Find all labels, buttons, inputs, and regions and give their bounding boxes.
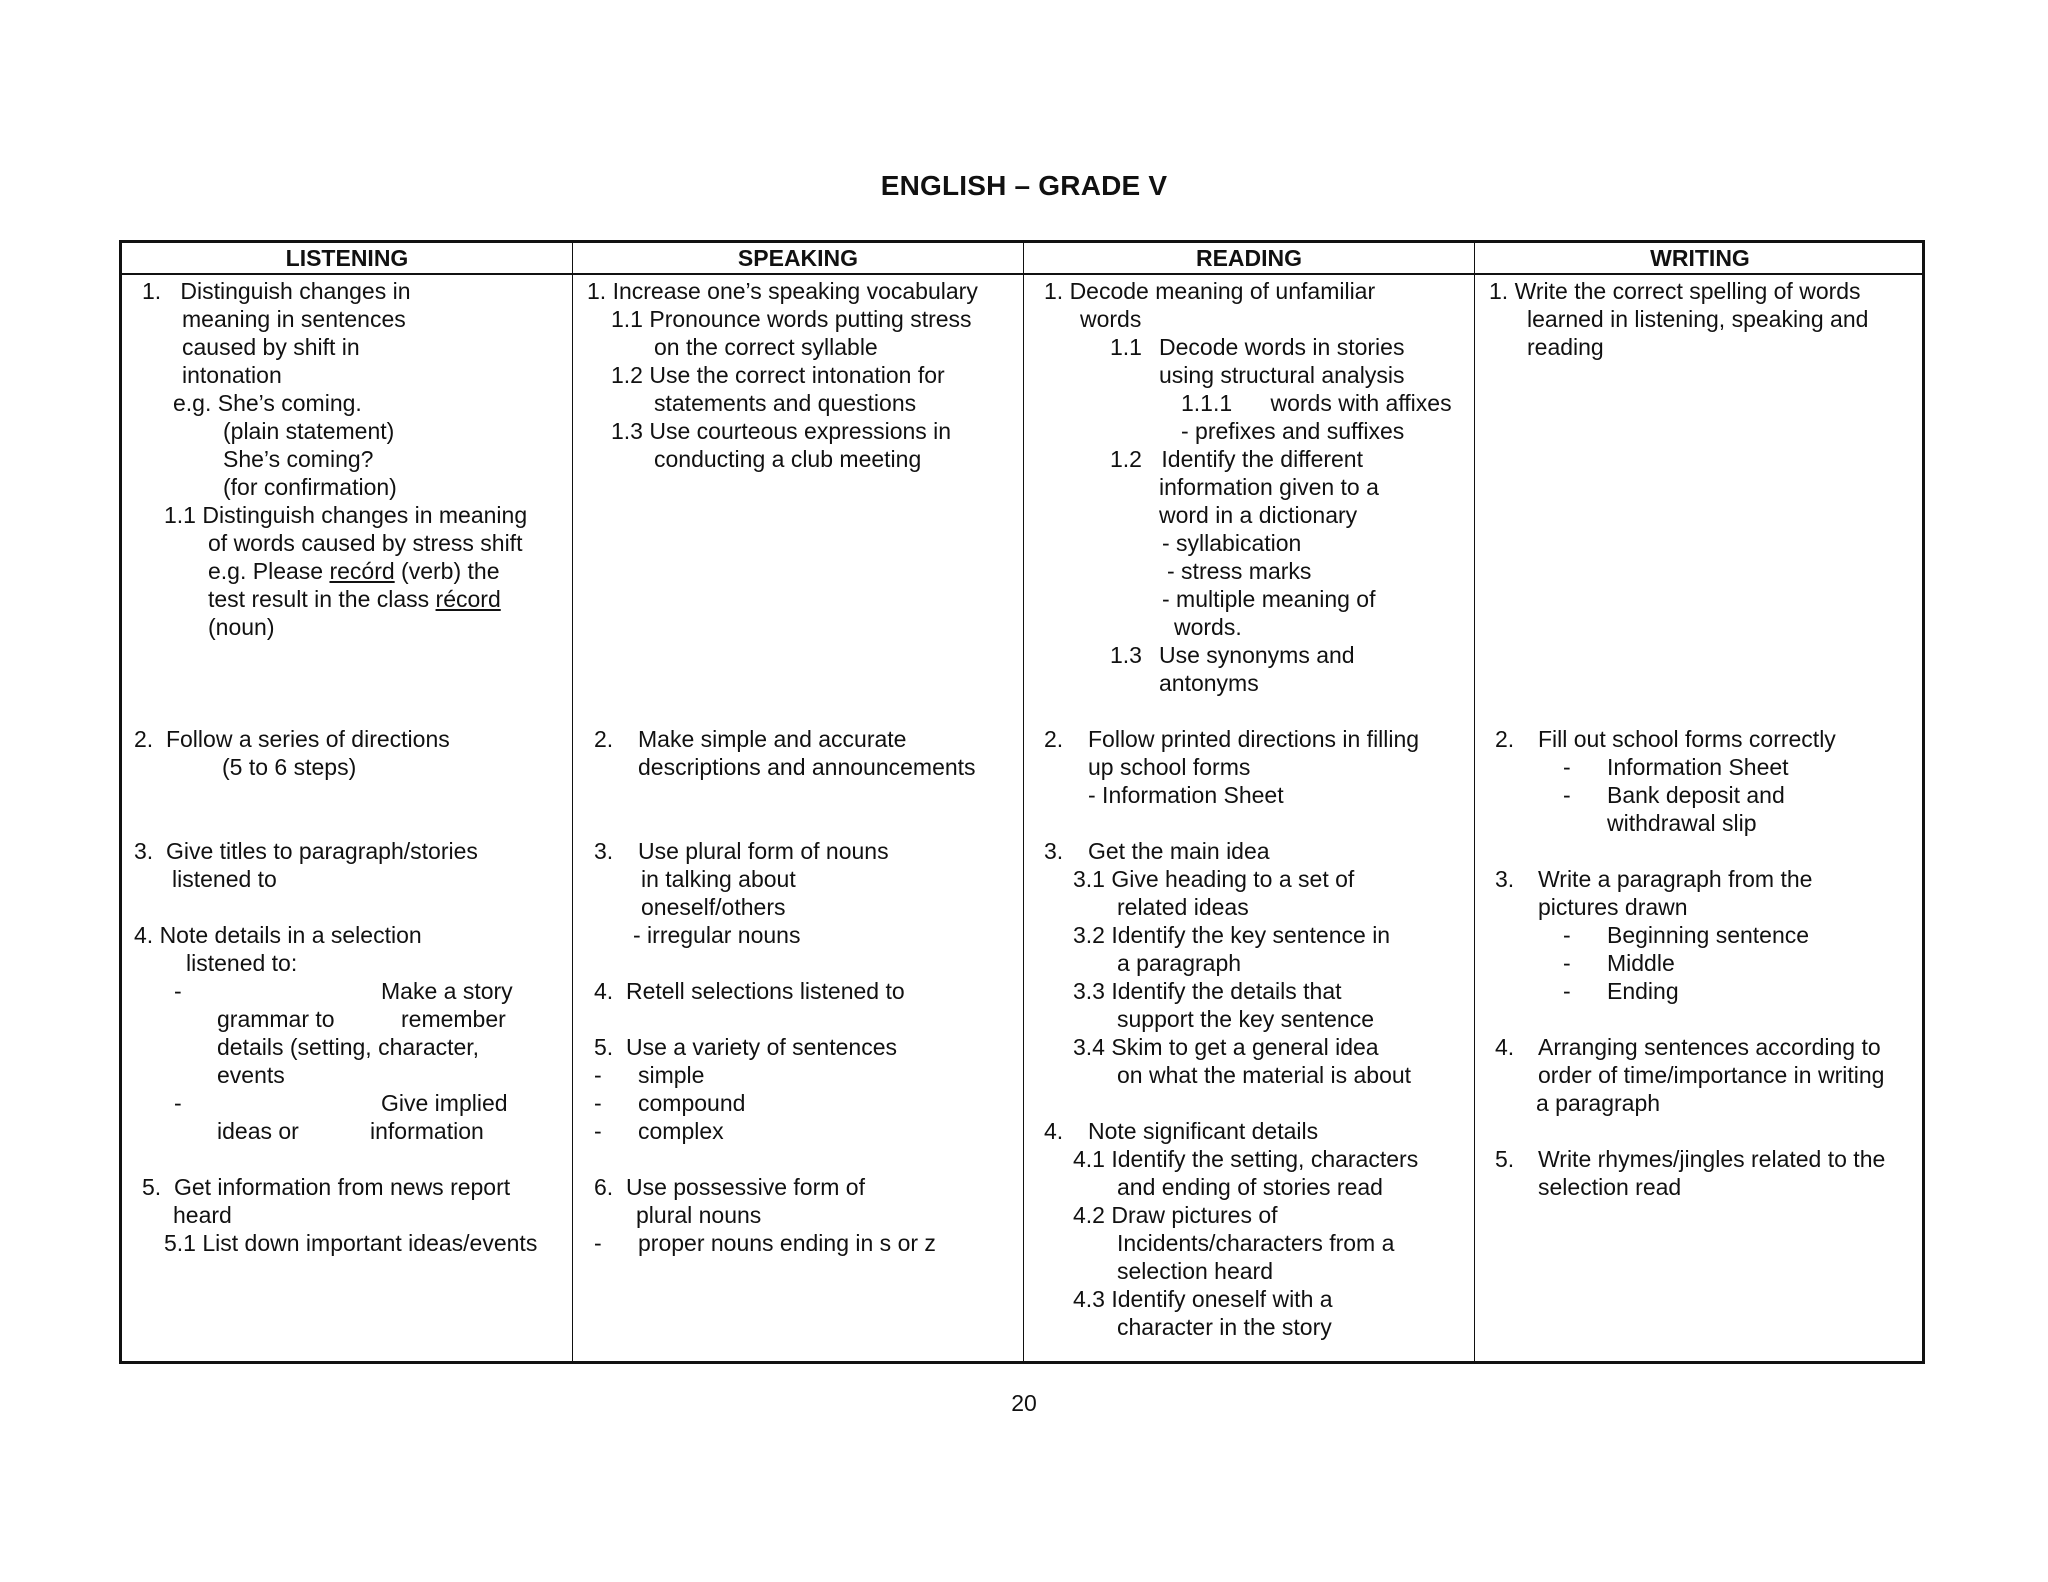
reading-line: 3.2 Identify the key sentence in	[1073, 922, 1391, 948]
reading-column	[1024, 277, 1474, 1361]
header-reading: READING	[1195, 245, 1303, 271]
listening-line: details (setting, character,	[217, 1034, 480, 1060]
listening-line: grammar to	[217, 1006, 335, 1032]
listening-line: 5.1 List down important ideas/events	[164, 1230, 538, 1256]
reading-line: on what the material is about	[1117, 1062, 1412, 1088]
writing-line: -	[1563, 782, 1571, 808]
reading-line: - syllabication	[1162, 530, 1302, 556]
reading-line: 1.3	[1110, 642, 1142, 668]
writing-line: 1. Write the correct spelling of words	[1489, 278, 1861, 304]
listening-line: (for confirmation)	[223, 474, 397, 500]
header-divider	[122, 273, 1922, 275]
writing-column	[1475, 277, 1925, 1361]
reading-line: Get the main idea	[1088, 838, 1270, 864]
listening-line: meaning in sentences	[182, 306, 406, 332]
underlined-word: recórd	[329, 558, 395, 584]
reading-line: 1. Decode meaning of unfamiliar	[1044, 278, 1376, 304]
listening-line: listened to	[172, 866, 277, 892]
reading-line: 1.2	[1110, 446, 1142, 472]
reading-line: word in a dictionary	[1159, 502, 1358, 528]
speaking-line: compound	[638, 1090, 746, 1116]
reading-line: 3.	[1044, 838, 1064, 864]
speaking-line: 1.2 Use the correct intonation for	[611, 362, 945, 388]
listening-line: of words caused by stress shift	[208, 530, 523, 556]
page-title: ENGLISH – GRADE V	[880, 170, 1168, 201]
reading-line: 4.1 Identify the setting, characters	[1073, 1146, 1419, 1172]
reading-line: 3.1 Give heading to a set of	[1073, 866, 1355, 892]
reading-line: - prefixes and suffixes	[1181, 418, 1405, 444]
header-writing: WRITING	[1650, 245, 1750, 271]
writing-line: -	[1563, 922, 1571, 948]
listening-line: -	[174, 978, 182, 1004]
speaking-line: 1.1 Pronounce words putting stress	[611, 306, 972, 332]
listening-line: events	[217, 1062, 285, 1088]
reading-line: Incidents/characters from a	[1117, 1230, 1395, 1256]
writing-line: Fill out school forms correctly	[1538, 726, 1836, 752]
reading-line: Follow printed directions in filling	[1088, 726, 1420, 752]
speaking-line: -	[594, 1118, 602, 1144]
listening-line: 3. Give titles to paragraph/stories	[134, 838, 478, 864]
reading-line: 4.3 Identify oneself with a	[1073, 1286, 1333, 1312]
listening-line: Give implied	[381, 1090, 508, 1116]
writing-line: 4.	[1495, 1034, 1515, 1060]
speaking-line: proper nouns ending in s or z	[638, 1230, 936, 1256]
writing-line: order of time/importance in writing	[1538, 1062, 1885, 1088]
page-number: 20	[1011, 1390, 1037, 1416]
curriculum-table	[119, 240, 1925, 1364]
writing-line: 5.	[1495, 1146, 1515, 1172]
writing-line: Bank deposit and	[1607, 782, 1785, 808]
listening-line: 4. Note details in a selection	[134, 922, 422, 948]
reading-line: Use synonyms and	[1159, 642, 1355, 668]
writing-line: pictures drawn	[1538, 894, 1688, 920]
listening-line: remember	[401, 1006, 506, 1032]
reading-line: and ending of stories read	[1117, 1174, 1383, 1200]
speaking-line: plural nouns	[636, 1202, 762, 1228]
reading-line: support the key sentence	[1117, 1006, 1374, 1032]
speaking-line: complex	[638, 1118, 724, 1144]
listening-line: 1. Distinguish changes in	[142, 278, 411, 304]
listening-line: (noun)	[208, 614, 275, 640]
writing-line: Information Sheet	[1607, 754, 1789, 780]
reading-line: 1.1.1 words with affixes	[1181, 390, 1452, 416]
reading-line: information given to a	[1159, 474, 1379, 500]
speaking-line: simple	[638, 1062, 705, 1088]
writing-line: -	[1563, 950, 1571, 976]
reading-line: character in the story	[1117, 1314, 1332, 1340]
speaking-line: conducting a club meeting	[654, 446, 922, 472]
writing-line: 3.	[1495, 866, 1515, 892]
reading-line: - stress marks	[1167, 558, 1312, 584]
speaking-line: in talking about	[641, 866, 796, 892]
writing-line: learned in listening, speaking and	[1527, 306, 1869, 332]
speaking-line: 1. Increase one’s speaking vocabulary	[587, 278, 978, 304]
listening-line: caused by shift in	[182, 334, 360, 360]
reading-line: words.	[1174, 614, 1242, 640]
reading-line: 4.	[1044, 1118, 1064, 1144]
reading-line: a paragraph	[1117, 950, 1242, 976]
listening-line: e.g. She’s coming.	[173, 390, 362, 416]
writing-line: a paragraph	[1536, 1090, 1661, 1116]
listening-line: ideas or	[217, 1118, 299, 1144]
reading-line: 4.2 Draw pictures of	[1073, 1202, 1278, 1228]
listening-column	[122, 277, 572, 1361]
speaking-line: - irregular nouns	[633, 922, 801, 948]
speaking-line: -	[594, 1090, 602, 1116]
reading-line: 3.4 Skim to get a general idea	[1073, 1034, 1379, 1060]
listening-line: -	[174, 1090, 182, 1116]
listening-line: e.g. Please recórd (verb) the	[208, 558, 500, 584]
listening-line: 1.1 Distinguish changes in meaning	[164, 502, 528, 528]
reading-line: 1.1	[1110, 334, 1142, 360]
speaking-line: oneself/others	[641, 894, 786, 920]
underlined-word: récord	[435, 586, 501, 612]
speaking-line: 1.3 Use courteous expressions in	[611, 418, 952, 444]
reading-line: words	[1080, 306, 1142, 332]
writing-line: Ending	[1607, 978, 1679, 1004]
writing-line: withdrawal slip	[1607, 810, 1757, 836]
reading-line: related ideas	[1117, 894, 1249, 920]
listening-line: 5. Get information from news report	[142, 1174, 511, 1200]
reading-line: Identify the different	[1155, 446, 1363, 472]
listening-line: 2. Follow a series of directions	[134, 726, 450, 752]
listening-line: (plain statement)	[223, 418, 395, 444]
writing-line: reading	[1527, 334, 1604, 360]
listening-line: heard	[173, 1202, 232, 1228]
writing-line: 2.	[1495, 726, 1515, 752]
writing-line: Arranging sentences according to	[1538, 1034, 1881, 1060]
listening-line: information	[370, 1118, 484, 1144]
reading-line: up school forms	[1088, 754, 1251, 780]
listening-line: Make a story	[381, 978, 513, 1004]
speaking-line: 4. Retell selections listened to	[594, 978, 905, 1004]
speaking-line: -	[594, 1062, 602, 1088]
writing-line: -	[1563, 978, 1571, 1004]
listening-line: intonation	[182, 362, 282, 388]
header-listening: LISTENING	[285, 245, 409, 271]
listening-line: (5 to 6 steps)	[222, 754, 357, 780]
speaking-line: 3.	[594, 838, 614, 864]
reading-line: using structural analysis	[1159, 362, 1405, 388]
reading-line: Decode words in stories	[1159, 334, 1405, 360]
speaking-column	[573, 277, 1023, 1361]
writing-line: Write a paragraph from the	[1538, 866, 1813, 892]
reading-line: 2.	[1044, 726, 1064, 752]
reading-line: antonyms	[1159, 670, 1259, 696]
writing-line: Beginning sentence	[1607, 922, 1810, 948]
speaking-line: 2.	[594, 726, 614, 752]
writing-line: -	[1563, 754, 1571, 780]
reading-line: selection heard	[1117, 1258, 1273, 1284]
writing-line: Write rhymes/jingles related to the	[1538, 1146, 1886, 1172]
header-speaking: SPEAKING	[737, 245, 859, 271]
listening-line: test result in the class récord	[208, 586, 501, 612]
reading-line: - Information Sheet	[1088, 782, 1284, 808]
reading-line: - multiple meaning of	[1162, 586, 1376, 612]
speaking-line: statements and questions	[654, 390, 917, 416]
listening-line: She’s coming?	[223, 446, 374, 472]
speaking-line: on the correct syllable	[654, 334, 878, 360]
writing-line: Middle	[1607, 950, 1675, 976]
speaking-line: 5. Use a variety of sentences	[594, 1034, 897, 1060]
speaking-line: descriptions and announcements	[638, 754, 976, 780]
reading-line: Note significant details	[1088, 1118, 1319, 1144]
speaking-line: Use plural form of nouns	[638, 838, 889, 864]
speaking-line: Make simple and accurate	[638, 726, 907, 752]
reading-line: 3.3 Identify the details that	[1073, 978, 1342, 1004]
speaking-line: 6. Use possessive form of	[594, 1174, 865, 1200]
speaking-line: -	[594, 1230, 602, 1256]
writing-line: selection read	[1538, 1174, 1682, 1200]
listening-line: listened to:	[186, 950, 298, 976]
